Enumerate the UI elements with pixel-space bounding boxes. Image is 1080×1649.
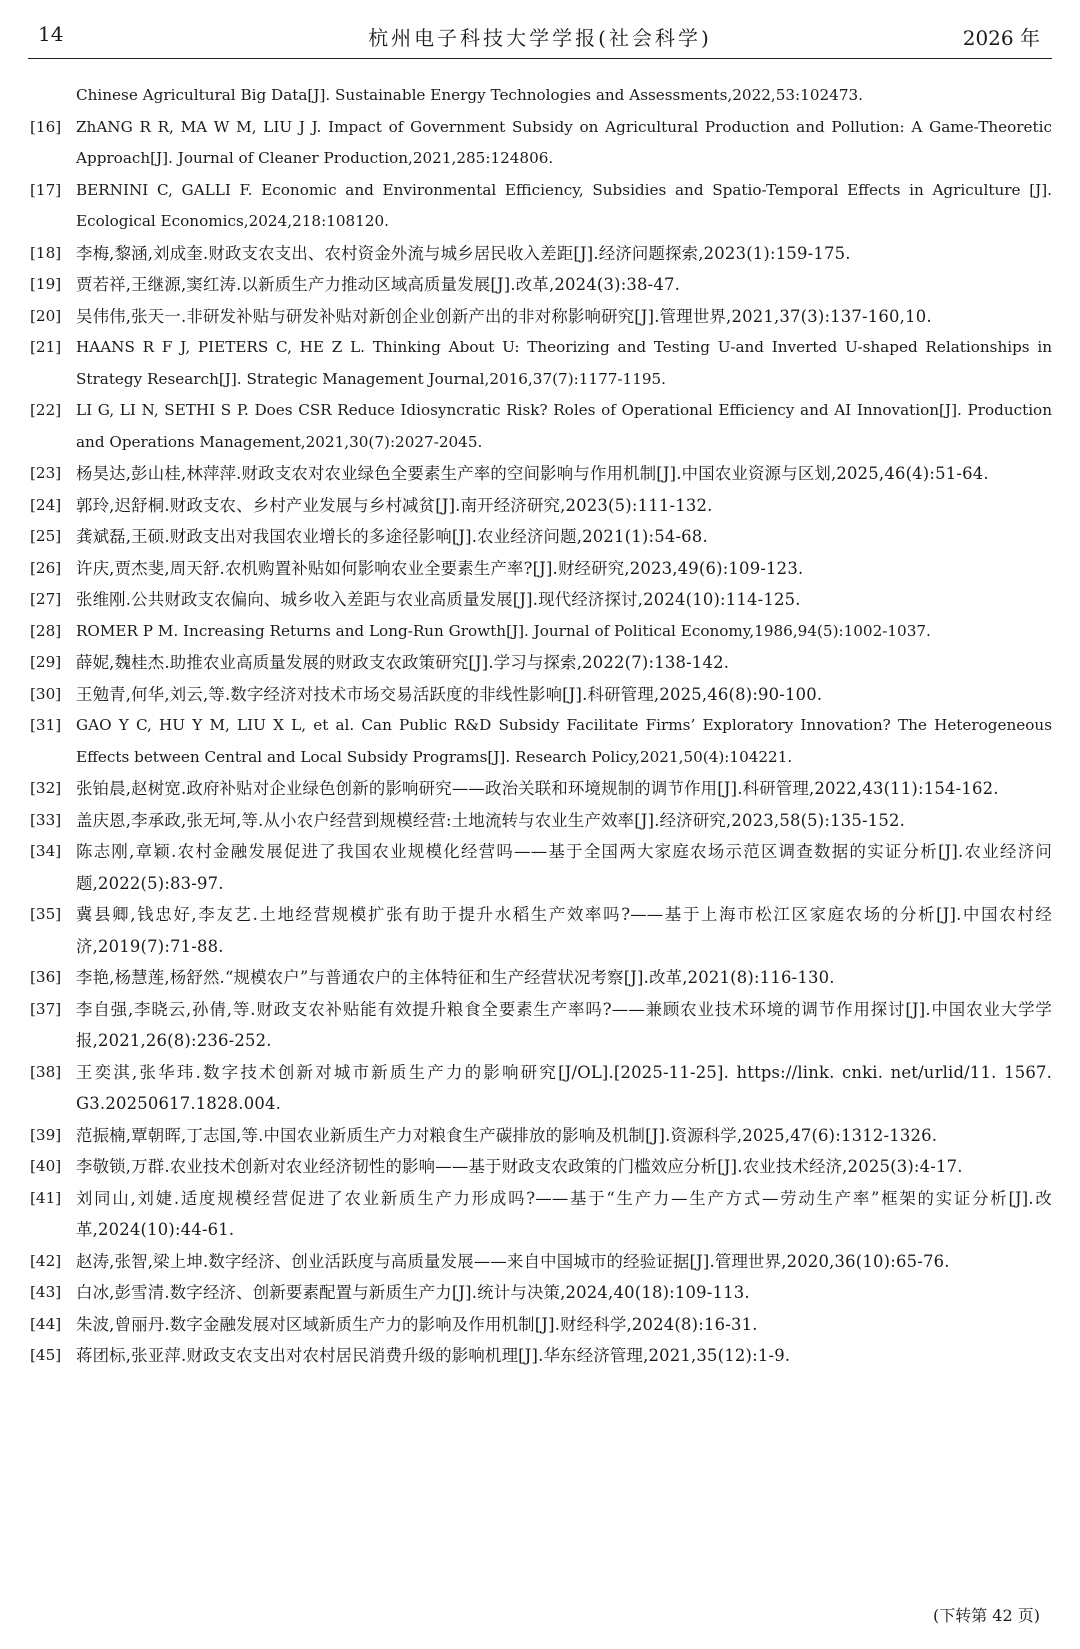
reference-entry xyxy=(30,395,1052,458)
reference-entry xyxy=(30,962,1052,994)
reference-text: 许庆,贾杰斐,周天舒.农机购置补贴如何影响农业全要素生产率?[J].财经研究,2023,49(6):109-123. xyxy=(76,558,804,578)
reference-text: 张维刚.公共财政支农偏向、城乡收入差距与农业高质量发展[J].现代经济探讨,2024(10):114-125. xyxy=(76,590,801,609)
reference-text: HAANS R F J, PIETERS C, HE Z L. Thinking About U: Theorizing and Testing U-and Inverted U-shaped Relationships in Strategy Research[J]. Strategic Management Journal,2016,37(7):1177-1195. xyxy=(76,338,1052,388)
reference-list xyxy=(30,80,1052,1372)
issue-year: 2026 年 xyxy=(962,26,1040,50)
reference-number: [27] xyxy=(30,590,62,608)
reference-entry xyxy=(30,490,1052,522)
reference-number: [18] xyxy=(30,243,62,262)
reference-text: GAO Y C, HU Y M, LIU X L, et al. Can Public R&D Subsidy Facilitate Firms’ Exploratory Innovation? The Heterogeneous Effects between Central and Local Subsidy Programs[J]. Research Policy,2021,50(4):104221. xyxy=(76,716,1052,766)
reference-entry xyxy=(30,553,1052,585)
reference-number: [39] xyxy=(30,1125,62,1144)
reference-text: 郭玲,迟舒桐.财政支农、乡村产业发展与乡村减贫[J].南开经济研究,2023(5):111-132. xyxy=(76,495,713,515)
reference-number: [43] xyxy=(30,1283,62,1301)
reference-text: ZhANG R R, MA W M, LIU J J. Impact of Government Subsidy on Agricultural Production and Pollution: A Game-Theoretic Approach[J]. Journal of Cleaner Production,2021,285:124806. xyxy=(76,117,1052,167)
reference-number: [16] xyxy=(30,117,62,136)
reference-entry xyxy=(30,836,1052,899)
reference-entry xyxy=(30,899,1052,962)
journal-title: 杭州电子科技大学学报(社会科学) xyxy=(368,26,712,50)
reference-number: [23] xyxy=(30,464,62,482)
reference-entry xyxy=(30,805,1052,837)
reference-entry xyxy=(30,994,1052,1057)
reference-entry xyxy=(30,1277,1052,1309)
reference-text: 王奕淇,张华玮.数字技术创新对城市新质生产力的影响研究[J/OL].[2025-11-25]. https://link. cnki. net/urlid/11. 1567. G3.20250617.1828.004. xyxy=(76,1062,1052,1113)
reference-number: [37] xyxy=(30,999,62,1018)
reference-text: BERNINI C, GALLI F. Economic and Environmental Efficiency, Subsidies and Spatio-Temporal Effects in Agriculture [J]. Ecological Economics,2024,218:108120. xyxy=(76,180,1052,230)
reference-number: [32] xyxy=(30,779,62,797)
reference-entry xyxy=(30,773,1052,805)
reference-entry xyxy=(30,1057,1052,1120)
reference-entry xyxy=(30,584,1052,616)
reference-text: 吴伟伟,张天一.非研发补贴与研发补贴对新创企业创新产出的非对称影响研究[J].管理世界,2021,37(3):137-160,10. xyxy=(76,306,932,326)
reference-number: [42] xyxy=(30,1251,62,1270)
reference-entry xyxy=(30,1246,1052,1278)
reference-entry xyxy=(30,238,1052,270)
reference-text: 王勉青,何华,刘云,等.数字经济对技术市场交易活跃度的非线性影响[J].科研管理,2025,46(8):90-100. xyxy=(76,684,823,704)
reference-entry xyxy=(30,521,1052,553)
reference-number: [20] xyxy=(30,306,62,325)
page-header xyxy=(0,0,1080,62)
reference-number: [29] xyxy=(30,653,62,671)
reference-number: [25] xyxy=(30,527,62,545)
reference-text: 李艳,杨慧莲,杨舒然.“规模农户”与普通农户的主体特征和生产经营状况考察[J].改革,2021(8):116-130. xyxy=(76,968,835,987)
reference-number: [30] xyxy=(30,684,62,703)
reference-continuation: Chinese Agricultural Big Data[J]. Sustainable Energy Technologies and Assessments,2022,53:102473. xyxy=(76,86,863,104)
reference-text: 蒋团标,张亚萍.财政支农支出对农村居民消费升级的影响机理[J].华东经济管理,2021,35(12):1-9. xyxy=(76,1346,791,1365)
reference-entry xyxy=(30,301,1052,333)
reference-entry xyxy=(30,1120,1052,1152)
reference-entry xyxy=(30,1183,1052,1246)
reference-entry xyxy=(30,679,1052,711)
reference-text: 李梅,黎涵,刘成奎.财政支农支出、农村资金外流与城乡居民收入差距[J].经济问题探索,2023(1):159-175. xyxy=(76,243,851,263)
reference-entry xyxy=(30,332,1052,395)
reference-text: 朱波,曾丽丹.数字金融发展对区域新质生产力的影响及作用机制[J].财经科学,2024(8):16-31. xyxy=(76,1314,758,1334)
reference-number: [40] xyxy=(30,1157,62,1175)
reference-entry xyxy=(30,1340,1052,1372)
reference-entry xyxy=(30,1309,1052,1341)
reference-text: ROMER P M. Increasing Returns and Long-Run Growth[J]. Journal of Political Economy,1986,94(5):1002-1037. xyxy=(76,621,931,640)
reference-number: [31] xyxy=(30,716,62,734)
reference-number: [34] xyxy=(30,842,62,860)
reference-number: [21] xyxy=(30,338,62,356)
reference-text: 张铂晨,赵树宽.政府补贴对企业绿色创新的影响研究——政治关联和环境规制的调节作用[J].科研管理,2022,43(11):154-162. xyxy=(76,779,999,798)
reference-text: 龚斌磊,王硕.财政支出对我国农业增长的多途径影响[J].农业经济问题,2021(1):54-68. xyxy=(76,527,708,546)
reference-entry xyxy=(30,112,1052,175)
reference-text: 陈志刚,章颖.农村金融发展促进了我国农业规模化经营吗——基于全国两大家庭农场示范区调查数据的实证分析[J].农业经济问题,2022(5):83-97. xyxy=(76,842,1052,893)
reference-text: 赵涛,张智,梁上坤.数字经济、创业活跃度与高质量发展——来自中国城市的经验证据[J].管理世界,2020,36(10):65-76. xyxy=(76,1251,950,1271)
reference-number: [44] xyxy=(30,1314,62,1333)
reference-entry xyxy=(30,616,1052,648)
reference-number: [38] xyxy=(30,1062,62,1081)
reference-text: 李敬锁,万群.农业技术创新对农业经济韧性的影响——基于财政支农政策的门槛效应分析[J].农业技术经济,2025(3):4-17. xyxy=(76,1157,963,1176)
reference-number: [36] xyxy=(30,968,62,986)
reference-number: [17] xyxy=(30,180,62,199)
reference-text: 李自强,李晓云,孙倩,等.财政支农补贴能有效提升粮食全要素生产率吗?——兼顾农业技术环境的调节作用探讨[J].中国农业大学学报,2021,26(8):236-252. xyxy=(76,999,1052,1050)
reference-number: [35] xyxy=(30,905,62,923)
reference-text: 杨昊达,彭山桂,林萍萍.财政支农对农业绿色全要素生产率的空间影响与作用机制[J].中国农业资源与区划,2025,46(4):51-64. xyxy=(76,464,989,483)
reference-number: [26] xyxy=(30,558,62,577)
reference-text: 刘同山,刘婕.适度规模经营促进了农业新质生产力形成吗?——基于“生产力—生产方式—劳动生产率”框架的实证分析[J].改革,2024(10):44-61. xyxy=(76,1188,1052,1239)
reference-number: [41] xyxy=(30,1188,62,1207)
continued-note: (下转第 42 页) xyxy=(932,1606,1040,1625)
reference-entry xyxy=(30,647,1052,679)
reference-entry xyxy=(30,710,1052,773)
reference-number: [45] xyxy=(30,1346,62,1364)
reference-text: 薛妮,魏桂杰.助推农业高质量发展的财政支农政策研究[J].学习与探索,2022(7):138-142. xyxy=(76,653,730,672)
reference-text: 盖庆恩,李承政,张无坷,等.从小农户经营到规模经营:土地流转与农业生产效率[J].经济研究,2023,58(5):135-152. xyxy=(76,810,906,830)
reference-text: 贾若祥,王继源,窦红涛.以新质生产力推动区域高质量发展[J].改革,2024(3):38-47. xyxy=(76,275,681,294)
reference-number: [33] xyxy=(30,810,62,829)
reference-number: [24] xyxy=(30,495,62,514)
reference-text: 白冰,彭雪清.数字经济、创新要素配置与新质生产力[J].统计与决策,2024,40(18):109-113. xyxy=(76,1283,750,1302)
page-number: 14 xyxy=(38,22,64,46)
reference-text: 范振楠,覃朝晖,丁志国,等.中国农业新质生产力对粮食生产碳排放的影响及机制[J].资源科学,2025,47(6):1312-1326. xyxy=(76,1125,938,1145)
header-rule xyxy=(28,58,1052,59)
reference-text: 冀县卿,钱忠好,李友艺.土地经营规模扩张有助于提升水稻生产效率吗?——基于上海市松江区家庭农场的分析[J].中国农村经济,2019(7):71-88. xyxy=(76,905,1052,956)
reference-number: [22] xyxy=(30,401,62,419)
reference-entry xyxy=(30,458,1052,490)
reference-text: LI G, LI N, SETHI S P. Does CSR Reduce Idiosyncratic Risk? Roles of Operational Efficiency and AI Innovation[J]. Production and Operations Management,2021,30(7):2027-2045. xyxy=(76,401,1052,451)
reference-number: [19] xyxy=(30,275,62,293)
reference-entry xyxy=(30,269,1052,301)
reference-number: [28] xyxy=(30,621,62,640)
reference-entry xyxy=(30,175,1052,238)
reference-entry xyxy=(30,1151,1052,1183)
